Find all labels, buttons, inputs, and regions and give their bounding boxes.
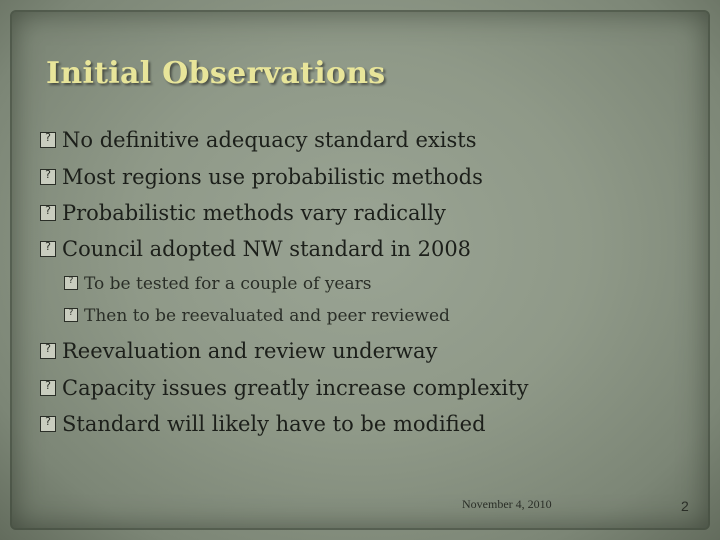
bullet-text: Council adopted NW standard in 2008 [62, 237, 472, 261]
bullet-icon [40, 380, 56, 396]
bullet-icon [64, 276, 78, 290]
sub-bullet-item [64, 306, 450, 326]
bullet-text: Reevaluation and review underway [62, 339, 438, 363]
bullet-item [40, 201, 446, 225]
bullet-icon [40, 132, 56, 148]
bullet-icon [64, 308, 78, 322]
bullet-item [40, 237, 471, 261]
slide-title: Initial Observations [46, 56, 386, 91]
bullet-icon [40, 205, 56, 221]
bullet-item [40, 128, 476, 152]
bullet-icon [40, 416, 56, 432]
bullet-icon [40, 343, 56, 359]
footer-date: November 4, 2010 [462, 497, 552, 511]
bullet-icon [40, 169, 56, 185]
bullet-text: Then to be reevaluated and peer reviewed [84, 306, 450, 326]
sub-bullet-item [64, 274, 371, 294]
bullet-text: To be tested for a couple of years [84, 274, 372, 294]
bullet-item [40, 339, 437, 363]
bullet-text: Standard will likely have to be modified [62, 412, 486, 436]
bullet-item [40, 412, 486, 436]
bullet-text: No definitive adequacy standard exists [62, 128, 477, 152]
bullet-item [40, 376, 528, 400]
bullet-text: Probabilistic methods vary radically [62, 201, 446, 225]
bullet-text: Capacity issues greatly increase complexity [62, 376, 529, 400]
bullet-icon [40, 241, 56, 257]
page-number: 2 [681, 498, 689, 514]
bullet-text: Most regions use probabilistic methods [62, 165, 483, 189]
bullet-item [40, 165, 483, 189]
